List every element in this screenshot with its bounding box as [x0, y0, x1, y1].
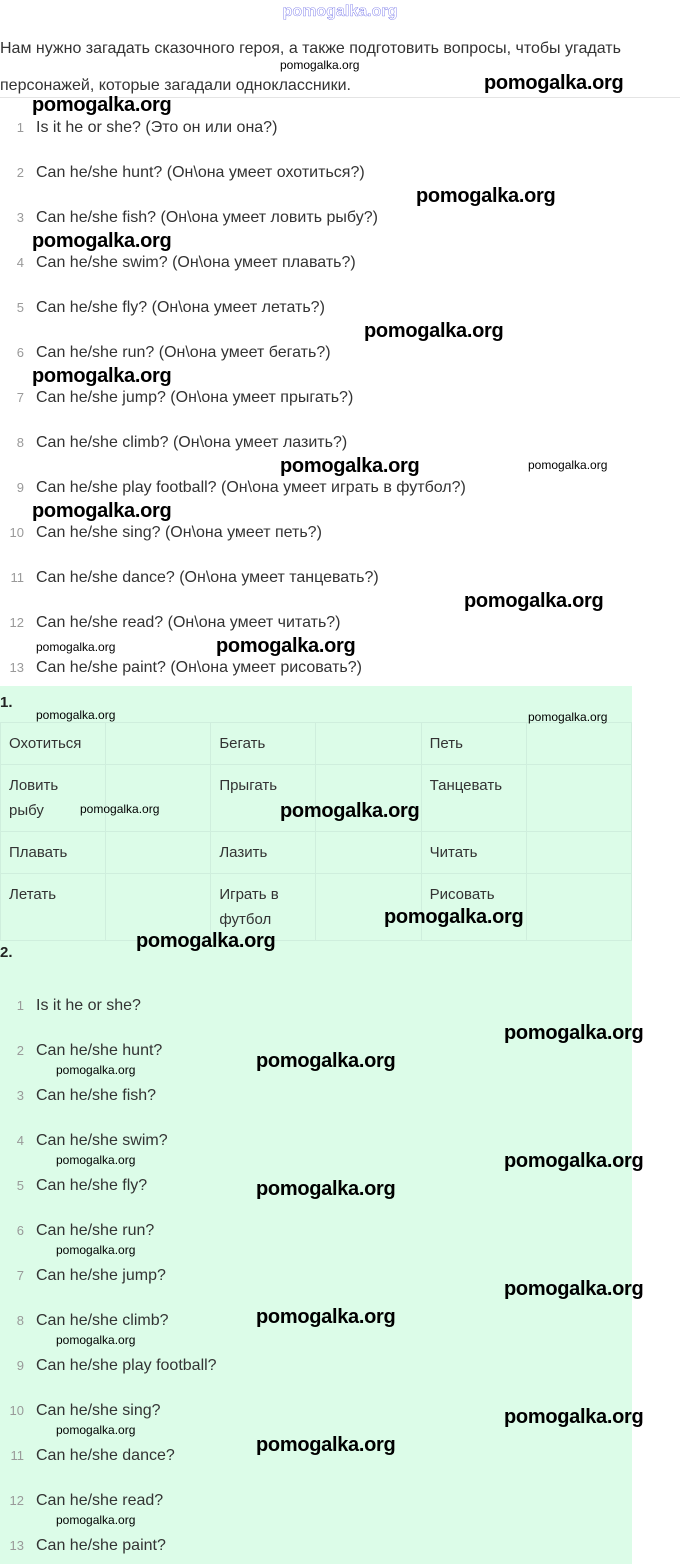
watermark: pomogalka.org	[280, 455, 420, 477]
watermark: pomogalka.org	[416, 185, 556, 207]
item-number: 3	[16, 1088, 24, 1103]
watermark: pomogalka.org	[528, 458, 608, 472]
watermark: pomogalka.org	[80, 802, 160, 816]
list-item	[0, 388, 680, 412]
table-row	[1, 874, 632, 941]
watermark: pomogalka.org	[280, 800, 420, 822]
watermark: pomogalka.org	[32, 94, 172, 116]
item-number: 1	[16, 120, 24, 135]
question-text: Can he/she swim?	[36, 1132, 168, 1149]
table-cell	[526, 723, 631, 765]
list-item	[0, 996, 680, 1020]
table-cell: Бегать	[211, 723, 316, 765]
list-item	[0, 1356, 680, 1380]
question-text: Can he/she run?	[36, 1222, 155, 1239]
list-item	[0, 568, 680, 592]
table-cell	[526, 765, 631, 832]
table-cell	[106, 832, 211, 874]
watermark: pomogalka.org	[504, 1406, 644, 1428]
question-text: Can he/she jump? (Он\она умеет прыгать?)	[36, 389, 354, 406]
intro-text: Нам нужно загадать сказочного героя, а также подготовить вопросы, чтобы угадать персонажей, которые загадали одноклассники.	[0, 40, 621, 94]
question-text: Can he/she paint? (Он\она умеет рисовать?)	[36, 659, 362, 676]
question-text: Can he/she climb? (Он\она умеет лазить?)	[36, 434, 348, 451]
table-row	[1, 832, 632, 874]
list-item	[0, 343, 680, 367]
question-text: Can he/she sing? (Он\она умеет петь?)	[36, 524, 322, 541]
header-watermark: pomogalka.org	[282, 3, 398, 20]
item-number: 1	[16, 998, 24, 1013]
item-number: 11	[10, 1448, 24, 1463]
item-number: 2	[16, 165, 24, 180]
watermark: pomogalka.org	[56, 1063, 136, 1077]
table-cell: Ловить рыбу	[1, 765, 106, 832]
table-cell	[106, 765, 211, 832]
table-row	[1, 723, 632, 765]
question-text: Can he/she play football?	[36, 1357, 217, 1374]
item-number: 9	[16, 1358, 24, 1373]
item-number: 8	[16, 1313, 24, 1328]
question-text: Can he/she fish? (Он\она умеет ловить рыбу?)	[36, 209, 378, 226]
item-number: 7	[16, 390, 24, 405]
item-number: 10	[9, 525, 24, 540]
list-item	[0, 433, 680, 457]
watermark: pomogalka.org	[56, 1423, 136, 1437]
question-text: Can he/she read? (Он\она умеет читать?)	[36, 614, 341, 631]
list-item	[0, 208, 680, 232]
list-item	[0, 1086, 680, 1110]
watermark: pomogalka.org	[256, 1306, 396, 1328]
item-number: 13	[9, 1538, 24, 1553]
list-item	[0, 298, 680, 322]
watermark: pomogalka.org	[364, 320, 504, 342]
list-item	[0, 613, 680, 637]
list-item	[0, 478, 680, 502]
verbs-table	[0, 722, 632, 941]
table-cell: Прыгать	[211, 765, 316, 832]
question-text: Can he/she fish?	[36, 1087, 157, 1104]
item-number: 3	[16, 210, 24, 225]
table-cell: Охотиться	[1, 723, 106, 765]
list-item	[0, 658, 680, 682]
watermark: pomogalka.org	[256, 1050, 396, 1072]
watermark: pomogalka.org	[36, 640, 116, 654]
list-item	[0, 253, 680, 277]
watermark: pomogalka.org	[32, 500, 172, 522]
item-number: 8	[16, 435, 24, 450]
list-item	[0, 163, 680, 187]
question-text: Can he/she paint?	[36, 1537, 166, 1554]
item-number: 6	[16, 345, 24, 360]
question-text: Can he/she jump?	[36, 1267, 166, 1284]
item-number: 12	[9, 1493, 24, 1508]
section-2-label: 2.	[0, 944, 13, 961]
table-cell	[526, 874, 631, 941]
question-text: Can he/she climb?	[36, 1312, 169, 1329]
watermark: pomogalka.org	[504, 1150, 644, 1172]
table-cell: Читать	[421, 832, 526, 874]
question-text: Can he/she run? (Он\она умеет бегать?)	[36, 344, 331, 361]
watermark: pomogalka.org	[36, 708, 116, 722]
table-cell: Рисовать	[421, 874, 526, 941]
watermark: pomogalka.org	[136, 930, 276, 952]
item-number: 5	[16, 300, 24, 315]
item-number: 5	[16, 1178, 24, 1193]
watermark: pomogalka.org	[56, 1153, 136, 1167]
question-text: Can he/she fly? (Он\она умеет летать?)	[36, 299, 325, 316]
table-cell	[316, 723, 421, 765]
watermark: pomogalka.org	[280, 58, 360, 72]
watermark: pomogalka.org	[504, 1022, 644, 1044]
watermark: pomogalka.org	[384, 906, 524, 928]
watermark: pomogalka.org	[256, 1178, 396, 1200]
watermark: pomogalka.org	[32, 230, 172, 252]
item-number: 4	[16, 255, 24, 270]
table-cell: Плавать	[1, 832, 106, 874]
question-text: Is it he or she?	[36, 997, 141, 1014]
item-number: 6	[16, 1223, 24, 1238]
question-text: Can he/she fly?	[36, 1177, 148, 1194]
question-text: Can he/she hunt?	[36, 1042, 163, 1059]
list-item	[0, 1491, 680, 1515]
item-number: 13	[9, 660, 24, 675]
table-cell: Лазить	[211, 832, 316, 874]
question-text: Can he/she play football? (Он\она умеет играть в футбол?)	[36, 479, 466, 496]
item-number: 9	[16, 480, 24, 495]
item-number: 10	[9, 1403, 24, 1418]
question-text: Can he/she sing?	[36, 1402, 161, 1419]
watermark: pomogalka.org	[56, 1243, 136, 1257]
watermark: pomogalka.org	[56, 1333, 136, 1347]
list-item	[0, 523, 680, 547]
question-text: Can he/she dance?	[36, 1447, 175, 1464]
item-number: 7	[16, 1268, 24, 1283]
watermark: pomogalka.org	[56, 1513, 136, 1527]
watermark: pomogalka.org	[256, 1434, 396, 1456]
watermark: pomogalka.org	[32, 365, 172, 387]
item-number: 12	[9, 615, 24, 630]
table-cell: Летать	[1, 874, 106, 941]
list-item	[0, 1221, 680, 1245]
table-cell	[526, 832, 631, 874]
table-cell: Играть в футбол	[211, 874, 316, 941]
watermark: pomogalka.org	[216, 635, 356, 657]
table-cell: Петь	[421, 723, 526, 765]
watermark: pomogalka.org	[464, 590, 604, 612]
item-number: 11	[10, 570, 24, 585]
question-text: Can he/she read?	[36, 1492, 164, 1509]
question-text: Can he/she hunt? (Он\она умеет охотиться?)	[36, 164, 365, 181]
section-1-label: 1.	[0, 694, 13, 711]
watermark: pomogalka.org	[504, 1278, 644, 1300]
watermark: pomogalka.org	[484, 72, 624, 94]
list-item	[0, 118, 680, 142]
question-text: Can he/she swim? (Он\она умеет плавать?)	[36, 254, 356, 271]
table-cell	[316, 832, 421, 874]
question-text: Is it he or she? (Это он или она?)	[36, 119, 278, 136]
question-text: Can he/she dance? (Он\она умеет танцевать?)	[36, 569, 379, 586]
table-cell: Танцевать	[421, 765, 526, 832]
item-number: 2	[16, 1043, 24, 1058]
watermark: pomogalka.org	[528, 710, 608, 724]
table-cell	[106, 723, 211, 765]
list-item	[0, 1536, 680, 1560]
item-number: 4	[16, 1133, 24, 1148]
